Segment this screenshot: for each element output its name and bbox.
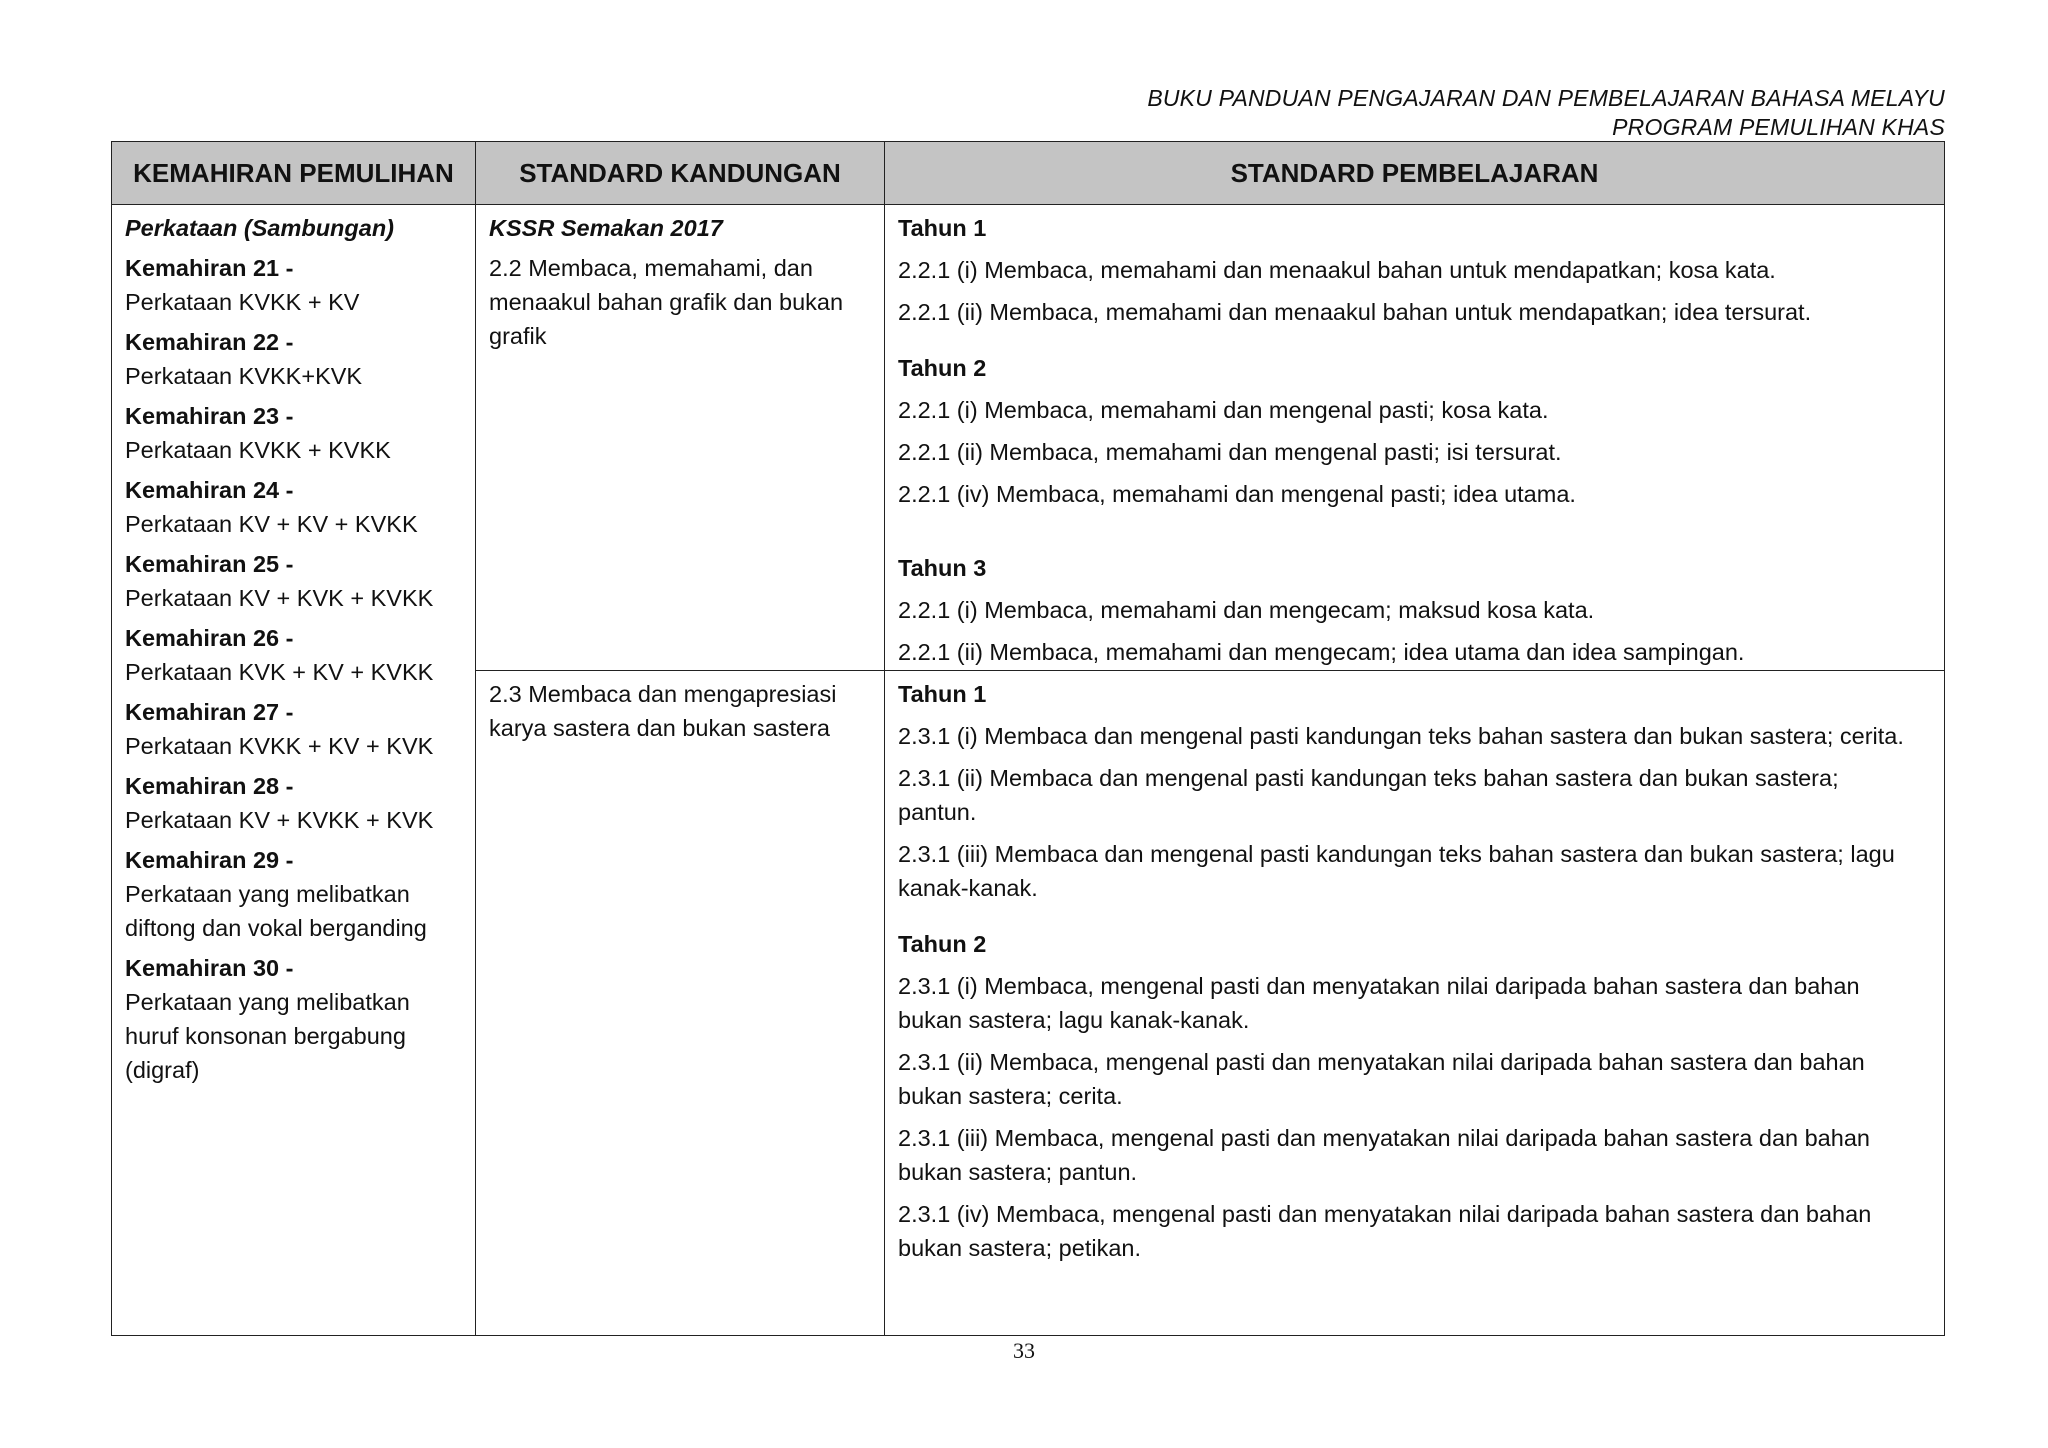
header-standard-pembelajaran: STANDARD PEMBELAJARAN xyxy=(885,142,1945,205)
skill-desc: Perkataan KVKK + KV xyxy=(125,289,360,315)
year-heading: Tahun 1 xyxy=(898,681,987,707)
skill-item xyxy=(125,251,463,319)
table-header-row xyxy=(112,142,1945,205)
content-standard-2-3: 2.3 Membaca dan mengapresiasi karya sastera dan bukan sastera xyxy=(489,681,837,741)
skill-item xyxy=(125,621,463,689)
skill-item xyxy=(125,843,463,945)
year-heading: Tahun 2 xyxy=(898,931,987,957)
skill-label: Kemahiran 21 - xyxy=(125,255,294,281)
year-heading: Tahun 2 xyxy=(898,355,987,381)
learning-standard-item: 2.3.1 (iv) Membaca, mengenal pasti dan menyatakan nilai daripada bahan sastera dan bahan bukan sastera; petikan. xyxy=(898,1201,1872,1261)
skill-item xyxy=(125,547,463,615)
learning-standard-item: 2.3.1 (ii) Membaca, mengenal pasti dan menyatakan nilai daripada bahan sastera dan bahan bukan sastera; cerita. xyxy=(898,1049,1865,1109)
skill-desc: Perkataan yang melibatkan diftong dan vokal berganding xyxy=(125,881,427,941)
learning-standard-cell xyxy=(885,671,1945,1336)
skill-label: Kemahiran 22 - xyxy=(125,329,294,355)
skill-label: Kemahiran 25 - xyxy=(125,551,294,577)
skill-item xyxy=(125,695,463,763)
learning-standard-item: 2.2.1 (iv) Membaca, memahami dan mengenal pasti; idea utama. xyxy=(898,481,1576,507)
skill-label: Kemahiran 30 - xyxy=(125,955,294,981)
skill-item xyxy=(125,325,463,393)
skill-desc: Perkataan KV + KVK + KVKK xyxy=(125,585,434,611)
year-heading: Tahun 1 xyxy=(898,215,987,241)
skill-label: Kemahiran 26 - xyxy=(125,625,294,651)
header-line-1: BUKU PANDUAN PENGAJARAN DAN PEMBELAJARAN BAHASA MELAYU xyxy=(1147,85,1945,111)
skills-title: Perkataan (Sambungan) xyxy=(125,215,395,241)
skill-label: Kemahiran 24 - xyxy=(125,477,294,503)
skill-desc: Perkataan KVKK + KV + KVK xyxy=(125,733,434,759)
learning-standard-item: 2.3.1 (i) Membaca dan mengenal pasti kandungan teks bahan sastera dan bukan sastera; cerita. xyxy=(898,723,1904,749)
header-kemahiran-pemulihan: KEMAHIRAN PEMULIHAN xyxy=(112,142,476,205)
skill-item xyxy=(125,473,463,541)
skill-item xyxy=(125,399,463,467)
learning-standard-item: 2.2.1 (ii) Membaca, memahami dan menaakul bahan untuk mendapatkan; idea tersurat. xyxy=(898,299,1812,325)
curriculum-table xyxy=(111,141,1945,1336)
content-standard-cell xyxy=(476,205,885,671)
skill-label: Kemahiran 28 - xyxy=(125,773,294,799)
skill-item xyxy=(125,951,463,1087)
skill-label: Kemahiran 27 - xyxy=(125,699,294,725)
table-row xyxy=(112,205,1945,671)
learning-standard-item: 2.3.1 (i) Membaca, mengenal pasti dan menyatakan nilai daripada bahan sastera dan bahan bukan sastera; lagu kanak-kanak. xyxy=(898,973,1860,1033)
document-header xyxy=(1147,84,1945,142)
skill-desc: Perkataan KVKK + KVKK xyxy=(125,437,391,463)
kssr-label: KSSR Semakan 2017 xyxy=(489,215,723,241)
content-standard-2-2: 2.2 Membaca, memahami, dan menaakul bahan grafik dan bukan grafik xyxy=(489,255,844,349)
skill-label: Kemahiran 29 - xyxy=(125,847,294,873)
header-line-2: PROGRAM PEMULIHAN KHAS xyxy=(1612,114,1945,140)
page-number: 33 xyxy=(1013,1338,1035,1363)
skill-item xyxy=(125,769,463,837)
learning-standard-cell xyxy=(885,205,1945,671)
learning-standard-item: 2.2.1 (i) Membaca, memahami dan mengecam; maksud kosa kata. xyxy=(898,597,1595,623)
skill-desc: Perkataan yang melibatkan huruf konsonan bergabung (digraf) xyxy=(125,989,410,1083)
header-standard-kandungan: STANDARD KANDUNGAN xyxy=(476,142,885,205)
skill-desc: Perkataan KV + KV + KVKK xyxy=(125,511,418,537)
learning-standard-item: 2.2.1 (ii) Membaca, memahami dan mengecam; idea utama dan idea sampingan. xyxy=(898,639,1745,665)
learning-standard-item: 2.2.1 (i) Membaca, memahami dan mengenal pasti; kosa kata. xyxy=(898,397,1549,423)
skill-desc: Perkataan KVKK+KVK xyxy=(125,363,363,389)
skill-label: Kemahiran 23 - xyxy=(125,403,294,429)
skill-desc: Perkataan KV + KVKK + KVK xyxy=(125,807,434,833)
learning-standard-item: 2.3.1 (iii) Membaca dan mengenal pasti kandungan teks bahan sastera dan bukan sastera; lagu kanak-kanak. xyxy=(898,841,1895,901)
skill-desc: Perkataan KVK + KV + KVKK xyxy=(125,659,434,685)
skills-cell xyxy=(112,205,476,1336)
learning-standard-item: 2.3.1 (ii) Membaca dan mengenal pasti kandungan teks bahan sastera dan bukan sastera; pantun. xyxy=(898,765,1839,825)
learning-standard-item: 2.2.1 (ii) Membaca, memahami dan mengenal pasti; isi tersurat. xyxy=(898,439,1562,465)
learning-standard-item: 2.2.1 (i) Membaca, memahami dan menaakul bahan untuk mendapatkan; kosa kata. xyxy=(898,257,1776,283)
content-standard-cell xyxy=(476,671,885,1336)
learning-standard-item: 2.3.1 (iii) Membaca, mengenal pasti dan menyatakan nilai daripada bahan sastera dan bahan bukan sastera; pantun. xyxy=(898,1125,1870,1185)
year-heading: Tahun 3 xyxy=(898,555,987,581)
